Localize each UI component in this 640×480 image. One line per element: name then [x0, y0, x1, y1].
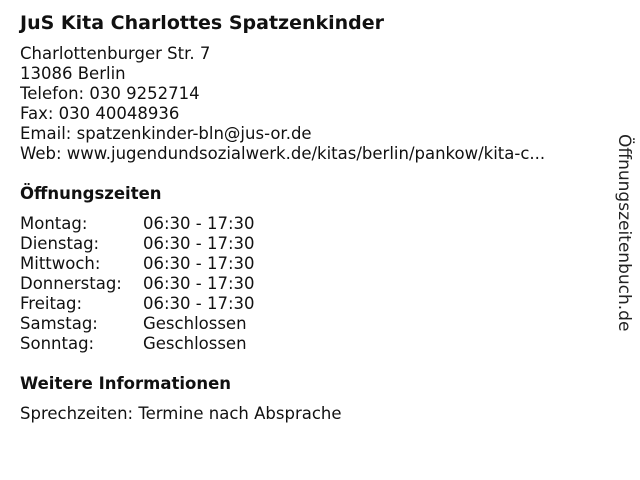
day-label: Montag: [20, 214, 88, 233]
hours-row-saturday [20, 314, 255, 334]
day-label: Sonntag: [20, 334, 95, 353]
brand-watermark: Öffnungszeitenbuch.de [614, 134, 634, 332]
hours-row-tuesday [20, 234, 255, 254]
street-address: Charlottenburger Str. 7 [20, 44, 211, 63]
page-title: JuS Kita Charlottes Spatzenkinder [20, 12, 385, 34]
phone-label: Telefon: [20, 84, 85, 103]
office-hours-value: Termine nach Absprache [138, 404, 342, 423]
fax-number: 030 40048936 [58, 104, 180, 123]
web-label: Web: [20, 144, 62, 163]
time-value: 06:30 - 17:30 [143, 214, 255, 233]
day-label: Donnerstag: [20, 274, 122, 293]
hours-row-thursday [20, 274, 255, 294]
time-value: Geschlossen [143, 314, 247, 333]
hours-row-sunday [20, 334, 255, 354]
email-link[interactable]: spatzenkinder-bln@jus-or.de [76, 124, 312, 143]
day-label: Dienstag: [20, 234, 100, 253]
day-label: Samstag: [20, 314, 98, 333]
day-label: Mittwoch: [20, 254, 101, 273]
web-link[interactable]: www.jugendundsozialwerk.de/kitas/berlin/pankow/kita-c... [66, 144, 546, 163]
fax-label: Fax: [20, 104, 54, 123]
email-label: Email: [20, 124, 72, 143]
time-value: 06:30 - 17:30 [143, 294, 255, 313]
more-info-heading: Weitere Informationen [20, 374, 232, 393]
time-value: 06:30 - 17:30 [143, 254, 255, 273]
time-value: 06:30 - 17:30 [143, 274, 255, 293]
opening-hours-table [20, 214, 255, 354]
office-hours-label: Sprechzeiten: [20, 404, 134, 423]
phone-number[interactable]: 030 9252714 [89, 84, 200, 103]
hours-row-friday [20, 294, 255, 314]
office-hours-line [20, 404, 342, 424]
time-value: Geschlossen [143, 334, 247, 353]
address-block [20, 44, 600, 164]
hours-row-monday [20, 214, 255, 234]
email-line [20, 124, 600, 144]
phone-line [20, 84, 600, 104]
time-value: 06:30 - 17:30 [143, 234, 255, 253]
city-line: 13086 Berlin [20, 64, 126, 83]
opening-hours-heading: Öffnungszeiten [20, 184, 162, 203]
hours-row-wednesday [20, 254, 255, 274]
web-line [20, 144, 600, 164]
fax-line [20, 104, 600, 124]
day-label: Freitag: [20, 294, 83, 313]
